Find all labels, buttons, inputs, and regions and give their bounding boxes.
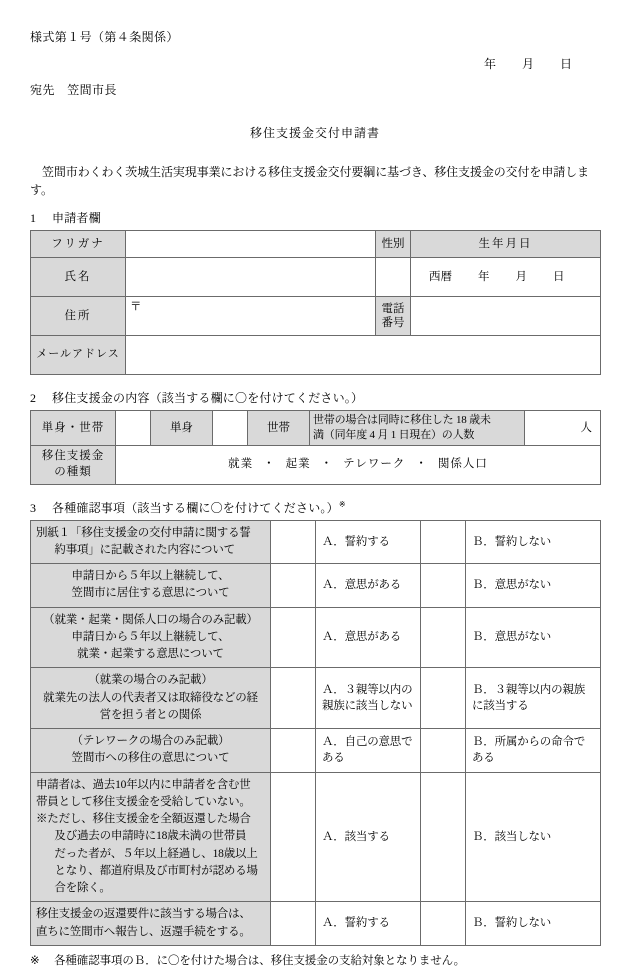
birthdate-label: 生年月日 bbox=[411, 231, 601, 258]
section1-heading bbox=[30, 209, 600, 226]
count-question-line1: 世帯の場合は同時に移住した 18 歳未 bbox=[313, 414, 491, 426]
question-line: 営を担う者との関係 bbox=[99, 708, 202, 721]
kind-separator: ・ bbox=[263, 458, 276, 471]
support-kind-telework[interactable]: テレワーク bbox=[343, 458, 406, 471]
section3-heading bbox=[30, 499, 600, 516]
section1-number: 1 bbox=[30, 211, 37, 225]
question-line: 移住支援金の返還要件に該当する場合は、 bbox=[36, 908, 251, 921]
address-label: 住所 bbox=[31, 297, 126, 336]
section3-title: 各種確認事項（該当する欄に〇を付けてください。） bbox=[52, 500, 339, 515]
confirmation-question bbox=[31, 668, 271, 729]
answer-b-checkbox-cell[interactable] bbox=[421, 668, 466, 729]
question-line: だった者が、５年以上経過し、18歳以上 bbox=[54, 847, 258, 860]
addressee: 宛先 笠間市長 bbox=[30, 83, 117, 97]
document-page bbox=[0, 28, 630, 967]
question-line: 就業先の法人の代表者又は取締役などの経 bbox=[43, 691, 258, 704]
confirmation-question bbox=[31, 729, 271, 773]
answer-b-checkbox-cell[interactable] bbox=[421, 729, 466, 773]
email-label: メールアドレス bbox=[31, 336, 126, 375]
question-line: 約事項」に記載された内容について bbox=[54, 543, 235, 556]
dob-month-label: 月 bbox=[515, 270, 527, 283]
answer-a-label: Ａ．誓約する bbox=[316, 902, 421, 946]
answer-a-label: Ａ．該当する bbox=[316, 772, 421, 902]
question-line: （就業・起業・関係人口の場合のみ記載） bbox=[43, 613, 258, 626]
dob-era-label: 西暦 bbox=[429, 270, 452, 283]
table-row bbox=[31, 520, 601, 564]
answer-a-checkbox-cell[interactable] bbox=[271, 772, 316, 902]
question-line: ※ただし、移住支援金を全額返還した場合 bbox=[36, 813, 251, 826]
answer-b-checkbox-cell[interactable] bbox=[421, 520, 466, 564]
table-row bbox=[31, 445, 601, 484]
applicant-table bbox=[30, 230, 601, 375]
question-line: 笠間市への移住の意思について bbox=[71, 752, 230, 765]
table-row bbox=[31, 258, 601, 297]
section1-title: 申請者欄 bbox=[52, 211, 101, 225]
answer-a-label: Ａ．意思がある bbox=[316, 607, 421, 668]
question-line: 申請日から５年以上継続して、 bbox=[71, 570, 230, 583]
support-content-table bbox=[30, 410, 601, 485]
lead-paragraph: 笠間市わくわく茨城生活実現事業における移住支援金交付要綱に基づき、移住支援金の交付を申請します。 bbox=[30, 165, 589, 197]
support-type-options[interactable] bbox=[116, 445, 601, 484]
answer-a-checkbox-cell[interactable] bbox=[271, 520, 316, 564]
answer-b-label: Ｂ．意思がない bbox=[466, 564, 601, 608]
form-number: 様式第１号（第４条関係） bbox=[30, 30, 179, 44]
table-row bbox=[31, 411, 601, 446]
answer-b-label: Ｂ．意思がない bbox=[466, 607, 601, 668]
support-kind-employment[interactable]: 就業 bbox=[228, 458, 254, 471]
gender-input[interactable] bbox=[376, 258, 411, 297]
kind-separator: ・ bbox=[320, 458, 334, 471]
confirmation-question bbox=[31, 564, 271, 608]
answer-a-label: Ａ．自己の意思である bbox=[316, 729, 421, 773]
table-row bbox=[31, 772, 601, 902]
footnote bbox=[30, 952, 600, 968]
email-input[interactable] bbox=[126, 336, 601, 375]
confirmation-table bbox=[30, 520, 601, 946]
section2-title: 移住支援金の内容（該当する欄に〇を付けてください。） bbox=[52, 391, 364, 405]
question-line: 申請者は、過去10年以内に申請者を含む世 bbox=[36, 778, 251, 791]
answer-b-label: Ｂ．３親等以内の親族に該当する bbox=[466, 668, 601, 729]
phone-label-line2: 番号 bbox=[381, 317, 405, 329]
table-row bbox=[31, 729, 601, 773]
phone-label bbox=[376, 297, 411, 336]
support-kind-startup[interactable]: 起業 bbox=[285, 458, 311, 471]
table-row bbox=[31, 902, 601, 946]
answer-b-label: Ｂ．所属からの命令である bbox=[466, 729, 601, 773]
question-line: 帯員として移住支援金を受給していない。 bbox=[36, 795, 251, 808]
answer-b-label: Ｂ．誓約しない bbox=[466, 520, 601, 564]
question-line: 別紙１「移住支援金の交付申請に関する誓 bbox=[36, 526, 251, 539]
answer-b-checkbox-cell[interactable] bbox=[421, 564, 466, 608]
phone-input[interactable] bbox=[411, 297, 601, 336]
question-line: 申請日から５年以上継続して、 bbox=[71, 630, 230, 643]
household-checkbox-cell[interactable] bbox=[213, 411, 248, 446]
footnote-text: 各種確認事項のＢ．に〇を付けた場合は、移住支援金の支給対象となりません。 bbox=[54, 954, 466, 967]
support-type-label-line1: 移住支援金 bbox=[41, 450, 105, 463]
answer-b-label: Ｂ．該当しない bbox=[466, 772, 601, 902]
question-line: 就業・起業する意思について bbox=[77, 648, 224, 661]
table-row bbox=[31, 336, 601, 375]
footnote-mark: ※ bbox=[30, 954, 40, 967]
support-type-label-line2: の種類 bbox=[54, 465, 92, 478]
answer-a-checkbox-cell[interactable] bbox=[271, 564, 316, 608]
support-kind-related-population[interactable]: 関係人口 bbox=[437, 458, 488, 471]
birthdate-input[interactable] bbox=[411, 258, 601, 297]
household-option-label: 世帯 bbox=[248, 411, 310, 446]
section3-number: 3 bbox=[30, 500, 37, 515]
answer-a-checkbox-cell[interactable] bbox=[271, 902, 316, 946]
answer-a-checkbox-cell[interactable] bbox=[271, 729, 316, 773]
count-unit-label: 人 bbox=[580, 421, 592, 434]
household-count-input[interactable] bbox=[525, 411, 601, 446]
furigana-label: フリガナ bbox=[31, 231, 126, 258]
phone-label-line1: 電話 bbox=[381, 302, 405, 315]
table-row bbox=[31, 297, 601, 336]
question-line: （就業の場合のみ記載） bbox=[88, 674, 213, 687]
postal-mark-icon: 〒 bbox=[130, 301, 142, 313]
answer-a-label: Ａ．意思がある bbox=[316, 564, 421, 608]
table-row bbox=[31, 564, 601, 608]
count-question-line2: 満（同年度 4 月 1 日現在）の人数 bbox=[313, 428, 475, 441]
question-line: 直ちに笠間市へ報告し、返還手続をする。 bbox=[36, 925, 251, 938]
single-household-label: 単身・世帯 bbox=[31, 411, 116, 446]
question-line: 及び過去の申請時に18歳未満の世帯員 bbox=[54, 830, 247, 843]
table-row bbox=[31, 668, 601, 729]
kind-separator: ・ bbox=[415, 458, 428, 471]
answer-a-label: Ａ．３親等以内の親族に該当しない bbox=[316, 668, 421, 729]
single-option-label: 単身 bbox=[151, 411, 213, 446]
question-line: となり、都道府県及び市町村が認める場 bbox=[54, 864, 258, 877]
answer-a-label: Ａ．誓約する bbox=[316, 520, 421, 564]
household-count-question bbox=[310, 411, 525, 446]
furigana-input[interactable] bbox=[126, 231, 376, 258]
table-row bbox=[31, 231, 601, 258]
confirmation-question bbox=[31, 607, 271, 668]
name-input[interactable] bbox=[126, 258, 376, 297]
confirmation-question bbox=[31, 520, 271, 564]
section2-number: 2 bbox=[30, 391, 37, 405]
answer-b-checkbox-cell[interactable] bbox=[421, 607, 466, 668]
question-line: （テレワークの場合のみ記載） bbox=[71, 735, 230, 748]
section3-heading-mark: ※ bbox=[338, 499, 346, 509]
date-year-label: 年 bbox=[483, 57, 496, 71]
table-row bbox=[31, 607, 601, 668]
date-day-label: 日 bbox=[559, 57, 572, 71]
support-type-label bbox=[31, 445, 116, 484]
date-month-label: 月 bbox=[521, 57, 534, 71]
confirmation-question bbox=[31, 772, 271, 902]
single-checkbox-cell[interactable] bbox=[116, 411, 151, 446]
answer-a-checkbox-cell[interactable] bbox=[271, 668, 316, 729]
dob-day-label: 日 bbox=[553, 270, 565, 283]
question-line: 合を除く。 bbox=[54, 882, 111, 895]
dob-year-label: 年 bbox=[478, 270, 490, 283]
document-title: 移住支援金交付申請書 bbox=[249, 126, 380, 140]
answer-b-checkbox-cell[interactable] bbox=[421, 772, 466, 902]
answer-b-label: Ｂ．誓約しない bbox=[466, 902, 601, 946]
date-line bbox=[30, 55, 600, 72]
section2-heading bbox=[30, 389, 600, 406]
gender-label: 性別 bbox=[376, 231, 411, 258]
confirmation-question bbox=[31, 902, 271, 946]
question-line: 笠間市に居住する意思について bbox=[71, 587, 230, 600]
answer-a-checkbox-cell[interactable] bbox=[271, 607, 316, 668]
name-label: 氏名 bbox=[31, 258, 126, 297]
answer-b-checkbox-cell[interactable] bbox=[421, 902, 466, 946]
address-input[interactable] bbox=[126, 297, 376, 336]
